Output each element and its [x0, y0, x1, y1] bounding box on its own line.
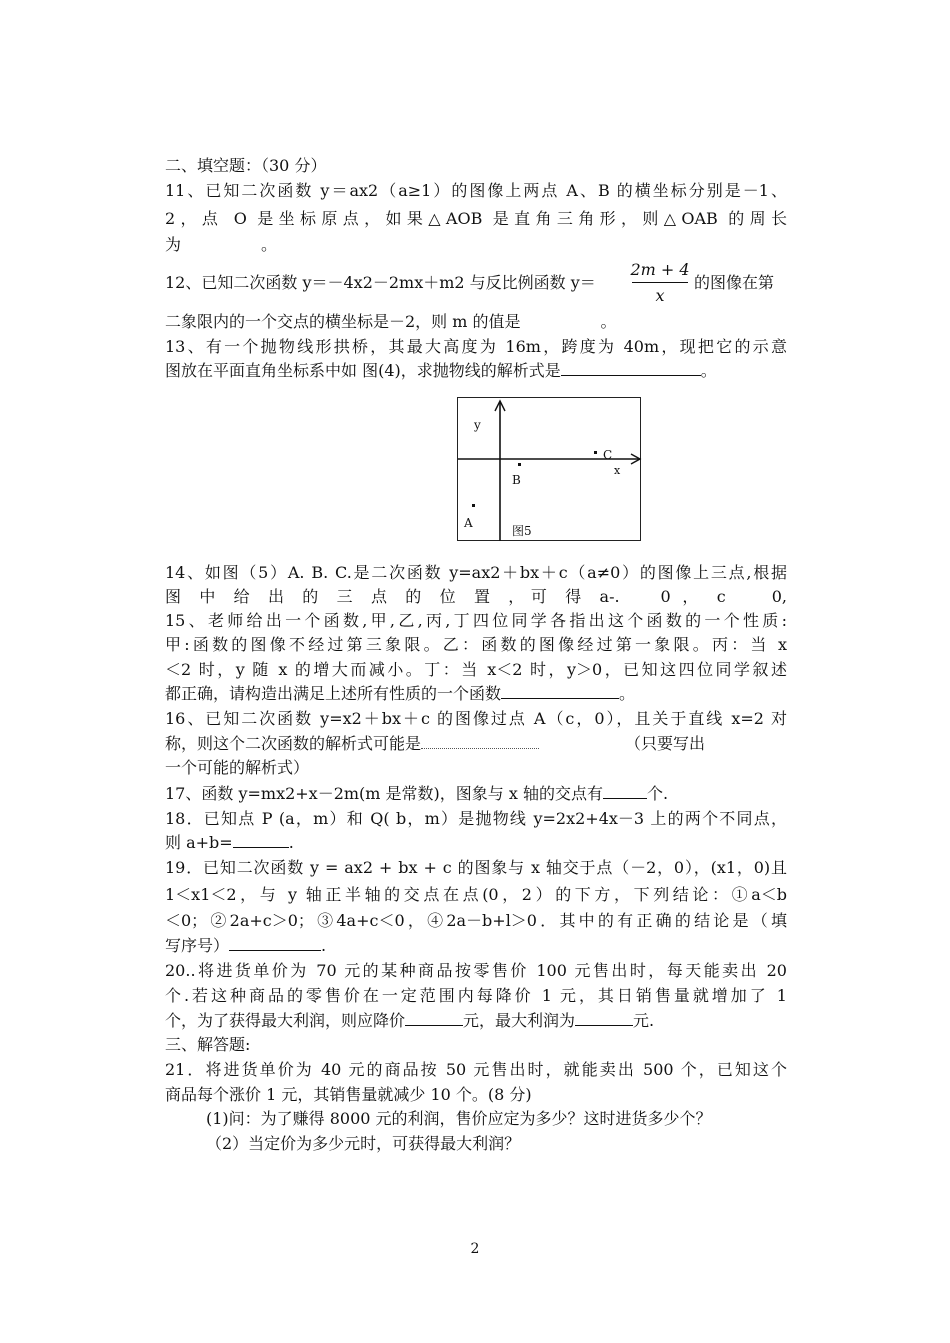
q19-line4: [165, 935, 787, 957]
q19-line3: ＜0；②2a+c＞0；③4a+c＜0，④2a－b+l＞0．其中的有正确的结论是（填: [165, 911, 787, 930]
q12-line1-start: 12、已知二次函数 y＝－4x2－2mx＋m2 与反比例函数 y＝: [165, 273, 596, 292]
q18-answer-blank: [233, 833, 289, 848]
q20-answer-blank-2: [575, 1011, 633, 1026]
q13-line2-end: 。: [700, 361, 717, 380]
q16-answer-blank: [421, 734, 539, 749]
q20-line2: 个.若这种商品的零售价在一定范围内每降价 1 元，其日销售量就增加了 1: [165, 986, 787, 1005]
q15-line1: 15、老师给出一个函数,甲,乙,丙,丁四位同学各指出这个函数的一个性质:: [165, 611, 787, 630]
q12-line2: 二象限内的一个交点的横坐标是－2，则 m 的值是 。: [165, 312, 617, 331]
q12-fraction-denominator: x: [655, 286, 665, 305]
q21-sub1: (1)问：为了赚得 8000 元的利润，售价应定为多少？这时进货多少个？: [206, 1109, 712, 1128]
q18-line2: [165, 832, 787, 854]
q17-text: 17、函数 y=mx2+x－2m(m 是常数)，图象与 x 轴的交点有: [165, 784, 603, 803]
q11-line2: 2，点 O 是坐标原点，如果△AOB 是直角三角形，则△OAB 的周长: [165, 209, 787, 228]
point-c-label: C: [603, 448, 613, 462]
q16-line1: 16、已知二次函数 y=x2＋bx＋c 的图像过点 A（c，0），且关于直线 x=2 对: [165, 709, 787, 728]
section2-heading: 二、填空题：（30 分）: [165, 156, 327, 175]
section3-heading: 三、解答题:: [165, 1035, 251, 1054]
q18-line2-text: 则 a+b=: [165, 833, 233, 852]
q15-answer-blank: [501, 684, 619, 699]
q16-line2: [165, 733, 787, 755]
y-axis-label: y: [474, 418, 481, 432]
q11-line3: 为 。: [165, 235, 278, 254]
q15-line3: ＜2 时，y 随 x 的增大而减小。丁：当 x＜2 时，y＞0，已知这四位同学叙述: [165, 660, 787, 679]
q19-line1: 19．已知二次函数 y = ax2 + bx + c 的图象与 x 轴交于点（－2，0），(x1，0)且: [165, 858, 787, 877]
x-axis-label: x: [614, 464, 621, 477]
q15-line4-end: 。: [619, 684, 636, 703]
q16-line2-text: 称，则这个二次函数的解析式可能是: [165, 734, 422, 753]
q14-line2: 图 中 给 出 的 三 点 的 位 置 ，可 得 a-. 0 ， c 0,: [165, 587, 787, 606]
q17-answer-blank: [603, 784, 647, 799]
point-c-marker: [594, 451, 597, 454]
q21-line1: 21．将进货单价为 40 元的商品按 50 元售出时，就能卖出 500 个，已知这个: [165, 1060, 787, 1079]
figure-caption: 图5: [512, 524, 532, 538]
q11-line1: 11、已知二次函数 y＝ax2（a≥1）的图像上两点 A、B 的横坐标分别是－1、: [165, 181, 787, 200]
q18-line2-end: .: [288, 833, 294, 852]
q20-line1: 20..将进货单价为 70 元的某种商品按零售价 100 元售出时，每天能卖出 20: [165, 961, 787, 980]
q21-line2: 商品每个涨价 1 元，其销售量就减少 10 个。(8 分): [165, 1085, 532, 1104]
page-number: 2: [470, 1241, 480, 1257]
q13-answer-blank: [561, 361, 701, 376]
q20-answer-blank-1: [405, 1011, 463, 1026]
q19-line4-text: 写序号）: [165, 936, 230, 955]
point-a-label: A: [464, 516, 473, 530]
q15-line4-text: 都正确，请构造出满足上述所有性质的一个函数: [165, 684, 502, 703]
q15-line4: [165, 683, 787, 705]
q12-line1-end: 的图像在第: [694, 273, 775, 292]
q19-line4-end: .: [321, 936, 327, 955]
q14-line1: 14、如图（5）A. B. C.是二次函数 y=ax2＋bx＋c（a≠0）的图像上三点,根据: [165, 563, 787, 582]
q12-fraction-bar: [632, 282, 688, 283]
q20-line3-text: 个，为了获得最大利润，则应降价: [165, 1011, 406, 1030]
point-a-marker: [472, 504, 475, 507]
coordinate-figure: [457, 397, 641, 541]
q20-line3: [165, 1010, 787, 1032]
point-b-marker: [518, 463, 521, 466]
q20-line3-end: 元.: [633, 1011, 655, 1030]
q13-line2: [165, 360, 787, 382]
point-b-label: B: [512, 473, 521, 487]
q20-line3-mid: 元，最大利润为: [463, 1011, 576, 1030]
q17-end: 个.: [647, 784, 669, 803]
q13-line1: 13、有一个抛物线形拱桥，其最大高度为 16m，跨度为 40m，现把它的示意: [165, 337, 787, 356]
q16-line3: 一个可能的解析式）: [165, 758, 310, 777]
q13-line2-text: 图放在平面直角坐标系中如 图(4)，求抛物线的解析式是: [165, 361, 561, 380]
q16-line2-end: （只要写出: [625, 734, 706, 753]
question-17: [165, 783, 787, 805]
q19-line2: 1＜x1＜2，与 y 轴正半轴的交点在点(0，2）的下方，下列结论：①a＜b: [165, 885, 787, 904]
q21-sub2: （2）当定价为多少元时，可获得最大利润？: [206, 1134, 521, 1153]
q18-line1: 18．已知点 P (a，m）和 Q( b，m）是抛物线 y=2x2+4x－3 上的两个不同点，: [165, 809, 787, 828]
q12-fraction-numerator: 2m + 4: [630, 260, 690, 279]
q19-answer-blank: [229, 936, 321, 951]
q15-line2: 甲:函数的图像不经过第三象限。乙：函数的图像经过第一象限。丙：当 x: [165, 635, 787, 654]
